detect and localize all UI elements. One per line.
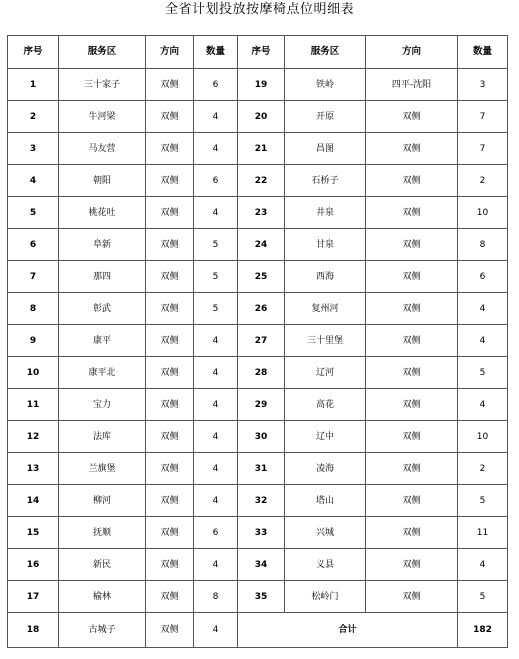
direction: 双侧 [146,69,194,101]
service-area-name: 兴城 [285,517,366,549]
service-area-name: 义县 [285,549,366,581]
service-area-name: 昌图 [285,133,366,165]
row-number: 12 [8,421,59,453]
service-area-name: 康平北 [59,357,146,389]
row-number: 27 [238,325,285,357]
header-direction: 方向 [146,36,194,69]
service-area-name: 辽河 [285,357,366,389]
header-quantity: 数量 [458,36,508,69]
table-row [8,581,508,613]
service-area-name: 朝阳 [59,165,146,197]
quantity: 5 [194,293,238,325]
service-area-name: 辽中 [285,421,366,453]
table-row [8,197,508,229]
row-number: 9 [8,325,59,357]
quantity: 4 [194,325,238,357]
row-number: 17 [8,581,59,613]
direction: 双侧 [366,261,458,293]
quantity: 6 [194,517,238,549]
service-area-name: 那四 [59,261,146,293]
direction: 双侧 [366,197,458,229]
service-area-name: 甘泉 [285,229,366,261]
row-number: 10 [8,357,59,389]
direction: 双侧 [146,261,194,293]
header-no: 序号 [8,36,59,69]
direction: 双侧 [146,485,194,517]
quantity: 5 [458,357,508,389]
table-row [8,261,508,293]
row-number: 22 [238,165,285,197]
quantity: 6 [194,69,238,101]
direction: 双侧 [366,101,458,133]
quantity: 7 [458,101,508,133]
row-number: 32 [238,485,285,517]
row-number: 19 [238,69,285,101]
row-number: 21 [238,133,285,165]
direction: 双侧 [366,421,458,453]
table-row [8,325,508,357]
quantity: 5 [458,581,508,613]
table-header-row [8,36,508,69]
table-row [8,165,508,197]
row-number: 2 [8,101,59,133]
direction: 双侧 [366,517,458,549]
quantity: 4 [194,133,238,165]
row-number: 28 [238,357,285,389]
direction: 四平-沈阳 [366,69,458,101]
direction: 双侧 [366,165,458,197]
quantity: 4 [458,325,508,357]
total-label: 合计 [238,613,458,648]
row-number: 29 [238,389,285,421]
direction: 双侧 [146,229,194,261]
service-area-name: 铁岭 [285,69,366,101]
direction: 双侧 [366,389,458,421]
quantity: 2 [458,453,508,485]
quantity: 3 [458,69,508,101]
quantity: 10 [458,421,508,453]
table-row [8,69,508,101]
quantity: 8 [458,229,508,261]
header-service-area: 服务区 [285,36,366,69]
row-number: 8 [8,293,59,325]
service-area-name: 三十家子 [59,69,146,101]
direction: 双侧 [146,517,194,549]
direction: 双侧 [366,357,458,389]
service-area-name: 阜新 [59,229,146,261]
direction: 双侧 [366,133,458,165]
quantity: 6 [194,165,238,197]
quantity: 5 [194,261,238,293]
row-number: 26 [238,293,285,325]
direction: 双侧 [366,581,458,613]
service-area-name: 高花 [285,389,366,421]
row-number: 7 [8,261,59,293]
row-number: 15 [8,517,59,549]
quantity: 4 [458,293,508,325]
direction: 双侧 [366,229,458,261]
direction: 双侧 [146,581,194,613]
quantity: 5 [458,485,508,517]
table-row [8,229,508,261]
table-row [8,133,508,165]
table-row [8,517,508,549]
service-area-name: 榆林 [59,581,146,613]
quantity: 4 [458,389,508,421]
row-number: 30 [238,421,285,453]
direction: 双侧 [146,101,194,133]
quantity: 7 [458,133,508,165]
table-body [8,69,508,648]
quantity: 4 [194,549,238,581]
direction: 双侧 [146,133,194,165]
row-number: 11 [8,389,59,421]
row-number: 35 [238,581,285,613]
quantity: 4 [194,421,238,453]
service-area-name: 法库 [59,421,146,453]
table-row [8,357,508,389]
row-number: 4 [8,165,59,197]
row-number: 25 [238,261,285,293]
service-area-name: 松岭门 [285,581,366,613]
table-row [8,549,508,581]
direction: 双侧 [366,293,458,325]
row-number: 5 [8,197,59,229]
service-area-name: 开原 [285,101,366,133]
quantity: 5 [194,229,238,261]
header-service-area: 服务区 [59,36,146,69]
service-area-name: 牛河梁 [59,101,146,133]
row-number: 18 [8,613,59,648]
direction: 双侧 [146,389,194,421]
row-number: 34 [238,549,285,581]
direction: 双侧 [366,549,458,581]
direction: 双侧 [146,613,194,648]
header-quantity: 数量 [194,36,238,69]
quantity: 2 [458,165,508,197]
direction: 双侧 [146,453,194,485]
service-area-name: 西海 [285,261,366,293]
quantity: 4 [194,485,238,517]
header-direction: 方向 [366,36,458,69]
service-area-name: 石桥子 [285,165,366,197]
table-row [8,389,508,421]
quantity: 4 [194,453,238,485]
service-area-name: 兰旗堡 [59,453,146,485]
row-number: 24 [238,229,285,261]
direction: 双侧 [366,453,458,485]
service-area-name: 复州河 [285,293,366,325]
row-number: 14 [8,485,59,517]
service-area-name: 三十里堡 [285,325,366,357]
row-number: 20 [238,101,285,133]
service-area-name: 抚顺 [59,517,146,549]
direction: 双侧 [146,421,194,453]
row-number: 6 [8,229,59,261]
row-number: 13 [8,453,59,485]
document-title: 全省计划投放按摩椅点位明细表 [164,2,354,17]
service-area-name: 桃花吐 [59,197,146,229]
quantity: 4 [194,613,238,648]
service-area-name: 塔山 [285,485,366,517]
direction: 双侧 [146,293,194,325]
row-number: 33 [238,517,285,549]
service-area-name: 井泉 [285,197,366,229]
service-area-name: 彰武 [59,293,146,325]
quantity: 10 [458,197,508,229]
service-area-name: 新民 [59,549,146,581]
direction: 双侧 [146,165,194,197]
row-number: 1 [8,69,59,101]
row-number: 23 [238,197,285,229]
row-number: 16 [8,549,59,581]
row-number: 3 [8,133,59,165]
header-no: 序号 [238,36,285,69]
quantity: 11 [458,517,508,549]
direction: 双侧 [146,197,194,229]
quantity: 6 [458,261,508,293]
direction: 双侧 [146,325,194,357]
quantity: 4 [194,197,238,229]
service-area-name: 康平 [59,325,146,357]
quantity: 4 [458,549,508,581]
service-area-name: 马友营 [59,133,146,165]
direction: 双侧 [146,357,194,389]
quantity: 4 [194,389,238,421]
table-row [8,613,508,648]
direction: 双侧 [146,549,194,581]
row-number: 31 [238,453,285,485]
table-row [8,421,508,453]
direction: 双侧 [366,325,458,357]
quantity: 4 [194,357,238,389]
table-row [8,453,508,485]
service-area-name: 柳河 [59,485,146,517]
service-area-name: 凌海 [285,453,366,485]
direction: 双侧 [366,485,458,517]
quantity: 8 [194,581,238,613]
table-row [8,485,508,517]
service-area-name: 古城子 [59,613,146,648]
service-area-name: 宝力 [59,389,146,421]
table-row [8,101,508,133]
quantity: 4 [194,101,238,133]
table-row [8,293,508,325]
placement-table [7,35,508,648]
total-value: 182 [458,613,508,648]
